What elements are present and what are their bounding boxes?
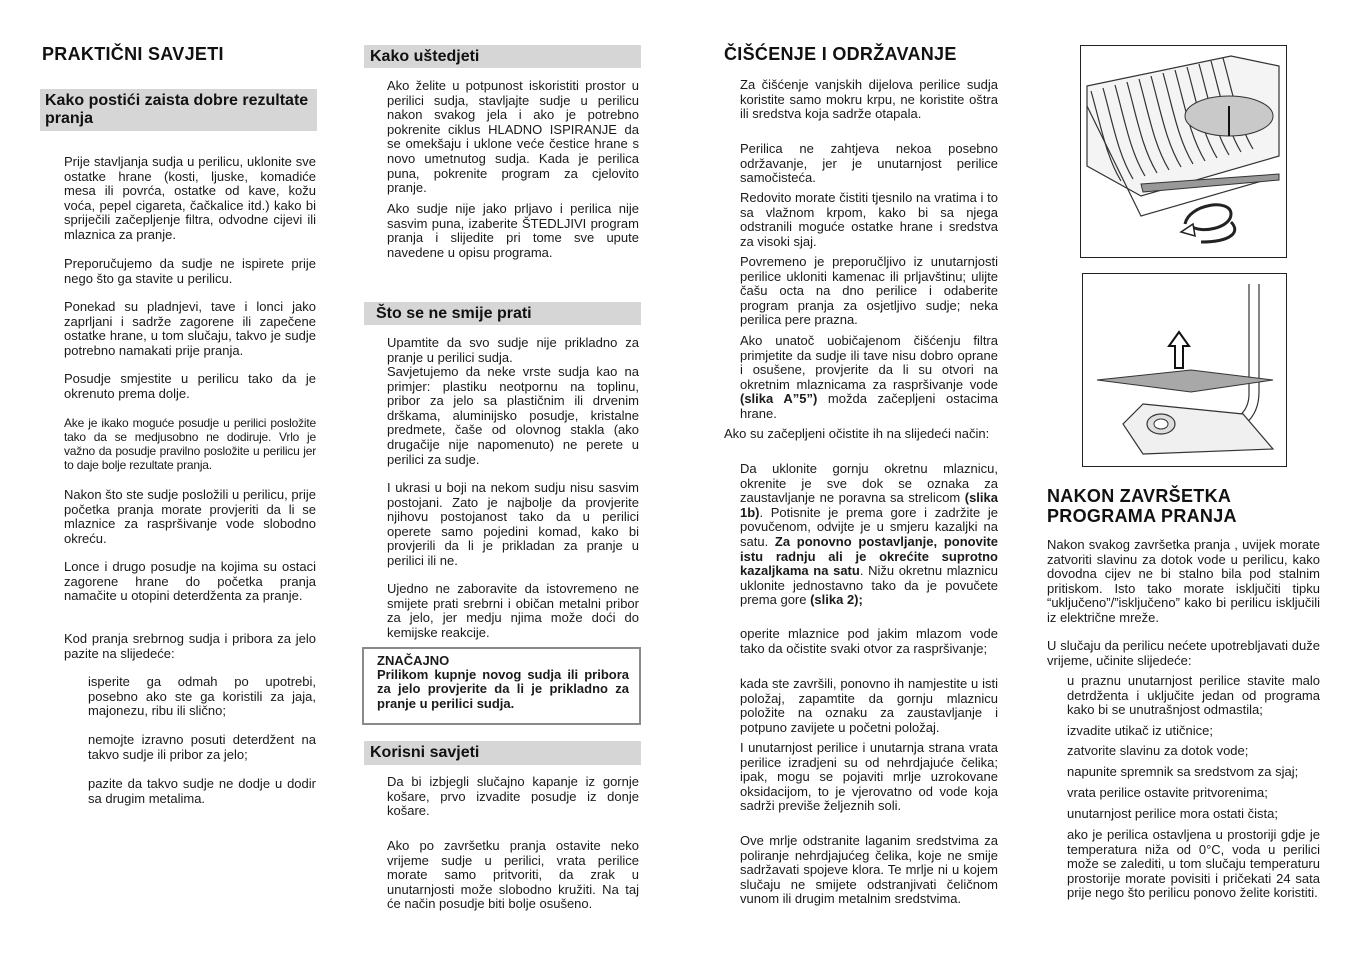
lower-spray-arm-illustration [1083, 274, 1285, 465]
paragraph: Posudje smjestite u perilicu tako da je okrenuto prema dolje. [64, 371, 316, 401]
section-title-nakon-zavrsetka [1047, 486, 1237, 526]
figure-ref: (slika A”5”) [740, 391, 818, 407]
paragraph: Preporučujemo da sudje ne ispirete prije nego što ga stavite u perilicu. [64, 256, 316, 286]
paragraph: Ujedno ne zaboravite da istovremeno ne smijete prati srebrni i običan metalni pribor za jelo, jer medju njima može doći do kemijske reakcije. [387, 581, 639, 640]
figure-upper-spray-arm [1080, 45, 1287, 258]
paragraph: Ako su začepljeni očistite ih na slijedeći način: [724, 426, 990, 441]
paragraph: Ove mrlje odstranite laganim sredstvima za poliranje nehrdjajućeg čelika, koje ne smije sadržavati spojeve klora. Te mrlje ni u kojem slučaju ne smijete odstranjivati čeličnom vunom ili drugim metalnim sredstvima. [740, 833, 998, 907]
list-item: unutarnjost perilice mora ostati čista; [1067, 806, 1278, 821]
list-item: izvadite utikač iz utičnice; [1067, 723, 1213, 738]
section-title-ciscenje: ČIŠĆENJE I ODRŽAVANJE [724, 44, 957, 64]
text-run: Da uklonite gornju okretnu mlaznicu, okrenite je sve dok se oznaka za zaustavljanje ne poravna sa strelicom [740, 461, 998, 506]
figure-lower-spray-arm [1082, 273, 1287, 467]
paragraph: kada ste završili, ponovno ih namjestite u isti položaj, zapamtite da gornju mlaznicu položite na oznaku za zaustavljanje i potpuno zavijete u početni položaj. [740, 676, 998, 735]
paragraph: I unutarnjost perilice i unutarnja strana vrata perilice izradjeni su od nehrdjajuće čelika; ipak, mogu se pojaviti mrlje uzrokovane oksidacijom, to je vjerovatno od vode koja sadrži previše željeznih soli. [740, 740, 998, 814]
paragraph: Lonce i drugo posudje na kojima su ostaci zagorene hrane do početka pranja namačite u otopini deterdženta za pranje. [64, 559, 316, 604]
important-notice-box [362, 647, 641, 725]
figure-ref: (slika 1b) [740, 490, 998, 520]
subsection-band-sto-se-ne-smije-prati: Što se ne smije prati [364, 302, 641, 325]
subsection-band-korisni-savjeti: Korisni savjeti [364, 741, 641, 765]
upper-basket-illustration [1081, 46, 1285, 256]
paragraph: U slučaju da perilicu nećete upotrebljavati duže vrijeme, učinite slijedeće: [1047, 638, 1320, 668]
important-notice-title: ZNAČAJNO [377, 653, 450, 668]
emphasis-text: Za ponovno postavljanje, ponovite istu radnju ali je okrećite suprotno kazaljkama na satu [740, 533, 999, 579]
paragraph: Ako po završetku pranja ostavite neko vrijeme sudje u perilici, vrata perilice morate samo pritvoriti, da zrak u unutarnjosti može slobodno kružiti. Na taj će način posudje biti bolje osušeno. [387, 838, 639, 912]
paragraph [740, 462, 998, 608]
paragraph: Prije stavljanja sudja u perilicu, uklonite sve ostatke hrane (kosti, ljuske, komadiće mesa ili povrća, ostatke od kave, kožu voća, pepel cigareta, čačkalice itd.) kako bi spriječili začepljenje filtra, odvodne cijevi ili mlaznica za pranje. [64, 154, 316, 242]
paragraph: Savjetujemo da neke vrste sudja kao na primjer: plastiku neotpornu na toplinu, pribor za jelo sa plastičnim ili drvenim drškama, aluminijsko posudje, kristalne predmete, čaše od olovnog stakla (ako drugačije nije napomenuto) ne perete u perilici za sudje. [387, 364, 639, 467]
paragraph: I ukrasi u boji na nekom sudju nisu sasvim postojani. Zato je najbolje da provjerite njihovu postojanost tako da u perilici operete samo pojedini komad, kako bi provjerili da li je prikladan za pranje u perilici ili ne. [387, 480, 639, 568]
paragraph: Perilica ne zahtjeva nekoa posebno održavanje, jer je unutarnjost perilice samočisteća. [740, 141, 998, 186]
list-item: isperite ga odmah po upotrebi, posebno ako ste ga koristili za jaja, majonezu, ribu ili slično; [88, 674, 316, 719]
paragraph: Kod pranja srebrnog sudja i pribora za jelo pazite na slijedeće: [64, 631, 316, 661]
subsection-band-kako-ustedjeti: Kako uštedjeti [364, 45, 641, 68]
list-item: pazite da takvo sudje ne dodje u dodir sa drugim metalima. [88, 776, 316, 806]
paragraph [740, 334, 998, 422]
text-run: možda začepljeni ostacima hrane. [740, 391, 998, 421]
text-run: . Nižu okretnu mlaznicu uklonite jednostavno tako da je povučete prema gore [740, 563, 998, 608]
paragraph: Povremeno je preporučljivo iz unutarnjosti perilice ukloniti kamenac ili prljavštinu; ulijte čašu octa na dno perilice i odaberite program pranja za osjetljivo sudje; neka perilica pere prazna. [740, 254, 998, 328]
text-run: Ako unatoč uobičajenom čišćenju filtra primjetite da sudje ili tave nisu dobro oprane i osušene, provjerite da li su otvori na okretnim mlaznicama za raspršivanje vode [740, 333, 998, 392]
title-line: NAKON ZAVRŠETKA [1047, 486, 1232, 506]
title-line: PROGRAMA PRANJA [1047, 506, 1237, 526]
paragraph: Ako želite u potpunost iskoristiti prostor u perilici sudja, stavljajte sudje u perilicu nakon svakog jela i ako je potrebno pokrenite ciklus HLADNO ISPIRANJE da se omekšaju i uklone veće čestice hrane s novo umetnutog sudja. Kada je perilica puna, pokrenite program za cjelovito pranje. [387, 78, 639, 196]
list-item: vrata perilice ostavite pritvorenima; [1067, 785, 1268, 800]
list-item: ako je perilica ostavljena u prostoriji gdje je temperatura niža od 0°C, voda u perilici može se zalediti, u tom slučaju temperaturu prostorije morate povisiti i pričekati 24 sata prije nego što perilicu ponovo želite koristiti. [1067, 827, 1320, 901]
paragraph: Nakon svakog završetka pranja , uvijek morate zatvoriti slavinu za dotok vode u perilicu, kako dovodna cijev ne bi stalno bila pod stalnim pritiskom. Isto tako morate isključiti tipku “uključeno”/”isključeno” kako bi perilicu isključili iz električne mreže. [1047, 537, 1320, 625]
paragraph: Upamtite da svo sudje nije prikladno za pranje u perilici sudja. [387, 335, 639, 365]
paragraph: Ako sudje nije jako prljavo i perilica nije sasvim puna, izaberite ŠTEDLJIVI program pranja i slijedite pri tome sve upute navedene u opisu programa. [387, 201, 639, 260]
paragraph: operite mlaznice pod jakim mlazom vode tako da očistite svaki otvor za raspršivanje; [740, 626, 998, 656]
text-run: . Potisnite je prema gore i zadržite je povučenom, odvijte je u smjeru kazaljki na satu. [740, 504, 998, 549]
paragraph: Nakon što ste sudje posložili u perilicu, prije početka pranja morate provjeriti da li se mlaznice za raspršivanje vode slobodno okreću. [64, 487, 316, 546]
paragraph: Da bi izbjegli slučajno kapanje iz gornje košare, prvo izvadite posudje iz donje košare. [387, 774, 639, 819]
section-title-prakticni-savjeti: PRAKTIČNI SAVJETI [42, 44, 224, 64]
list-item: zatvorite slavinu za dotok vode; [1067, 743, 1249, 758]
list-item: nemojte izravno posuti deterdžent na takvo sudje ili pribor za jelo; [88, 732, 316, 762]
paragraph: Redovito morate čistiti tjesnilo na vratima i to sa vlažnom krpom, kako bi sa njega odstranili moguće ostatke hrane i sredstva za visoki sjaj. [740, 190, 998, 249]
important-notice-text: Prilikom kupnje novog sudja ili pribora za jelo provjerite da li je prikladno za pranje u perilici sudja. [377, 667, 629, 711]
subsection-band-rezultati: Kako postići zaista dobre rezultate pranja [40, 89, 317, 131]
list-item: u praznu unutarnjost perilice stavite malo detrdženta i uključite jedan od programa kako bi se unutrašnjost odmastila; [1067, 673, 1320, 718]
list-item: napunite spremnik sa sredstvom za sjaj; [1067, 764, 1299, 779]
figure-ref: (slika 2); [810, 592, 863, 608]
paragraph: Za čišćenje vanjskih dijelova perilice sudja koristite samo mokru krpu, ne koristite oštra ili sredstva koja sadrže otapala. [740, 77, 998, 122]
paragraph: Ake je ikako moguće posudje u perilici posložite tako da se medjusobno ne dodiruje. Vrlo je važno da posudje pravilno posložite u perilicu jer to daje bolje rezultate pranja. [64, 416, 316, 472]
paragraph: Ponekad su pladnjevi, tave i lonci jako zaprljani i sadrže zagorene ili zapečene ostatke hrane, u tom slučaju, takvo je sudje potrebno namakati prije pranja. [64, 299, 316, 358]
